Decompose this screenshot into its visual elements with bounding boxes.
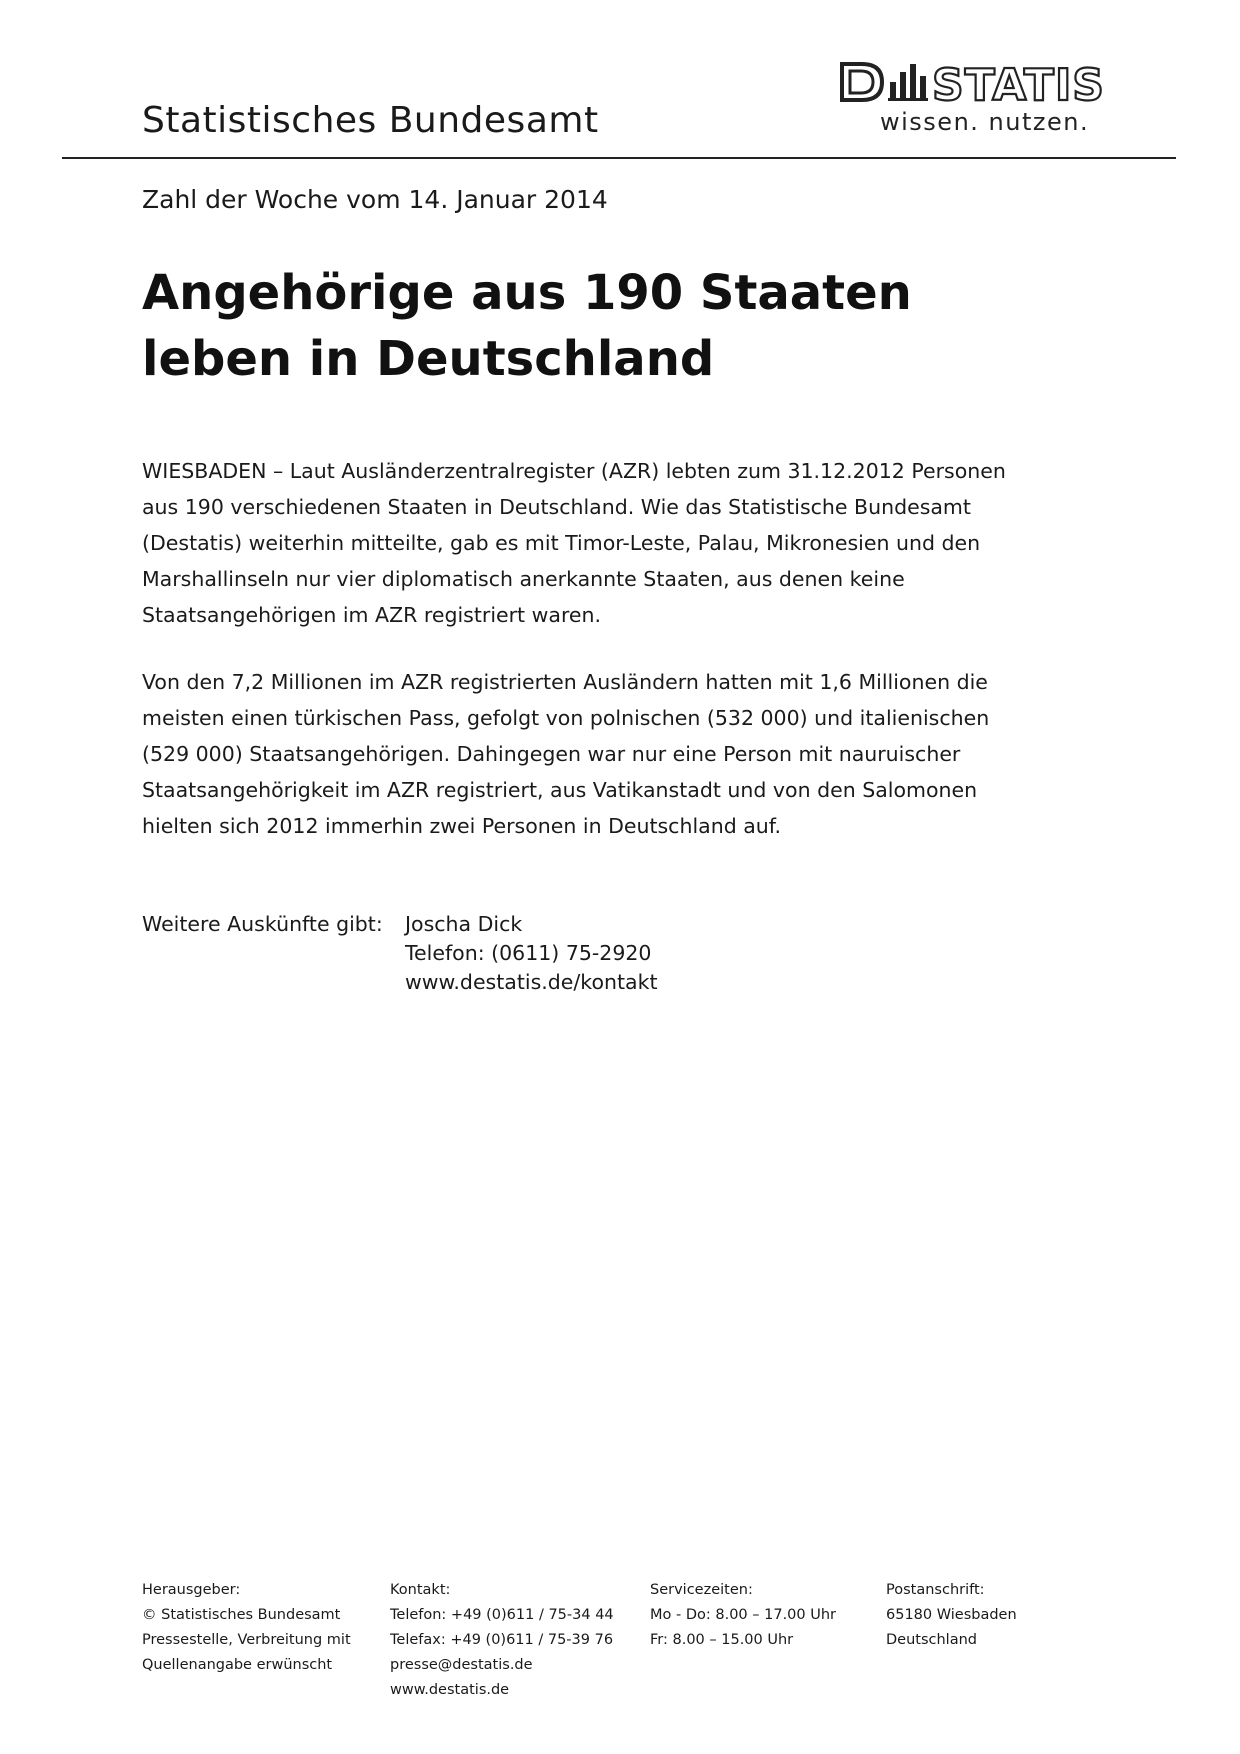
contact-name: Joscha Dick (405, 912, 523, 936)
footer-kontakt-fax: Telefax: +49 (0)611 / 75-39 76 (390, 1632, 614, 1648)
contact-web: www.destatis.de/kontakt (405, 970, 658, 994)
svg-text:wissen. nutzen.: wissen. nutzen. (880, 108, 1090, 136)
footer-address-line: Deutschland (886, 1632, 977, 1648)
footer-publisher-line: Quellenangabe erwünscht (142, 1657, 333, 1673)
footer-kontakt-web: www.destatis.de (390, 1682, 510, 1698)
footer-service-title: Servicezeiten: (650, 1582, 753, 1598)
footer-publisher-line: Pressestelle, Verbreitung mit (142, 1632, 351, 1648)
headline-line-1: Angehörige aus 190 Staaten (142, 265, 912, 321)
contact-details (405, 910, 658, 997)
body-paragraph-1: WIESBADEN – Laut Ausländerzentralregister (AZR) lebten zum 31.12.2012 Personen aus 190 verschiedenen Staaten in Deutschland. Wie das Statistische Bundesamt (Destatis) weiterhin mitteilte, gab es mit Timor-Leste, Palau, Mikronesien und den Marshallinseln nur vier diplomatisch anerkannte Staaten, aus denen keine Staatsangehörigen im AZR registriert waren. (142, 459, 1006, 627)
contact-label: Weitere Auskünfte gibt: (142, 912, 383, 936)
footer-service-hours (650, 1578, 836, 1653)
organization-name: Statistisches Bundesamt (142, 100, 599, 141)
footer-kontakt-email: presse@destatis.de (390, 1657, 533, 1673)
footer-kontakt (390, 1578, 614, 1703)
publication-date-line: Zahl der Woche vom 14. Januar 2014 (142, 185, 608, 214)
footer-publisher-title: Herausgeber: (142, 1582, 241, 1598)
footer-publisher-line: © Statistisches Bundesamt (142, 1607, 341, 1623)
headline (142, 260, 1042, 392)
footer-service-line: Fr: 8.00 – 15.00 Uhr (650, 1632, 794, 1648)
footer-publisher (142, 1578, 351, 1678)
footer-service-line: Mo - Do: 8.00 – 17.00 Uhr (650, 1607, 837, 1623)
header-divider (62, 157, 1176, 159)
destatis-logo (838, 58, 1128, 138)
body-paragraph-2: Von den 7,2 Millionen im AZR registrierten Ausländern hatten mit 1,6 Millionen die meisten einen türkischen Pass, gefolgt von polnischen (532 000) und italienischen (529 000) Staatsangehörigen. Dahingegen war nur eine Person mit nauruischer Staatsangehörigkeit im AZR registriert, aus Vatikanstadt und von den Salomonen hielten sich 2012 immerhin zwei Personen in Deutschland auf. (142, 670, 990, 838)
svg-text:STATIS: STATIS (932, 60, 1105, 111)
footer-postal-address (886, 1578, 1017, 1653)
contact-phone: Telefon: (0611) 75-2920 (405, 941, 652, 965)
footer-kontakt-phone: Telefon: +49 (0)611 / 75-34 44 (390, 1607, 614, 1623)
footer-kontakt-title: Kontakt: (390, 1582, 451, 1598)
footer-address-line: 65180 Wiesbaden (886, 1607, 1017, 1623)
footer-address-title: Postanschrift: (886, 1582, 985, 1598)
headline-line-2: leben in Deutschland (142, 331, 715, 387)
